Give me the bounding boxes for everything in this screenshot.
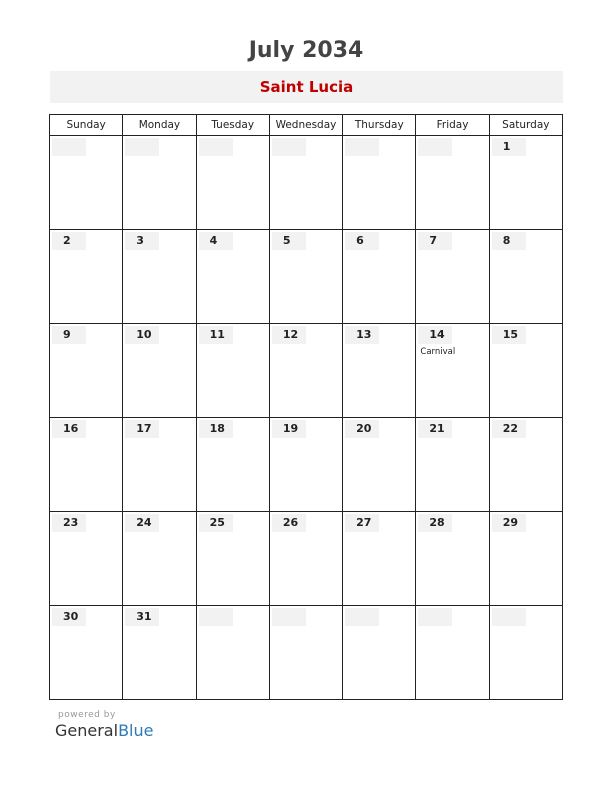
- day-number: 7: [418, 232, 452, 250]
- day-number: 25: [199, 514, 233, 532]
- day-number: 20: [345, 420, 379, 438]
- day-cell: [416, 418, 489, 512]
- day-cell: [489, 136, 562, 230]
- day-number: 21: [418, 420, 452, 438]
- day-cell: [123, 136, 196, 230]
- day-cell: [343, 512, 416, 606]
- country-name: Saint Lucia: [259, 78, 354, 96]
- day-cell: [196, 418, 269, 512]
- day-number: 16: [52, 420, 86, 438]
- day-number: 30: [52, 608, 86, 626]
- day-number: 1: [492, 138, 526, 156]
- day-cell: [416, 606, 489, 700]
- week-row: [50, 230, 563, 324]
- day-number: 2: [52, 232, 86, 250]
- day-number: 12: [272, 326, 306, 344]
- day-number: [272, 608, 306, 626]
- day-cell: [50, 606, 123, 700]
- day-cell: [343, 136, 416, 230]
- day-number: 22: [492, 420, 526, 438]
- weekday-header-row: [50, 115, 563, 136]
- day-number: 3: [125, 232, 159, 250]
- day-number: 29: [492, 514, 526, 532]
- day-cell: [196, 324, 269, 418]
- day-cell: [489, 512, 562, 606]
- day-number: 11: [199, 326, 233, 344]
- day-number: 17: [125, 420, 159, 438]
- day-number: 13: [345, 326, 379, 344]
- day-number: 19: [272, 420, 306, 438]
- day-cell: [196, 136, 269, 230]
- weekday-monday: Monday: [123, 115, 196, 136]
- day-cell: [196, 606, 269, 700]
- day-cell: [489, 606, 562, 700]
- day-number: 24: [125, 514, 159, 532]
- day-number: 18: [199, 420, 233, 438]
- week-row: [50, 606, 563, 700]
- day-cell: [343, 230, 416, 324]
- day-number: [345, 608, 379, 626]
- day-cell: [50, 324, 123, 418]
- day-cell: [416, 512, 489, 606]
- day-number: 6: [345, 232, 379, 250]
- day-cell: [269, 512, 342, 606]
- day-number: [125, 138, 159, 156]
- day-number: 27: [345, 514, 379, 532]
- day-cell: [343, 606, 416, 700]
- week-row: [50, 324, 563, 418]
- day-cell: [343, 324, 416, 418]
- week-row: [50, 512, 563, 606]
- generalblue-logo: [55, 721, 153, 740]
- day-number: 4: [199, 232, 233, 250]
- day-number: 5: [272, 232, 306, 250]
- week-row: [50, 418, 563, 512]
- day-cell: [123, 230, 196, 324]
- country-banner: [50, 71, 563, 103]
- week-row: [50, 136, 563, 230]
- day-cell: [123, 512, 196, 606]
- day-number: [272, 138, 306, 156]
- weekday-sunday: Sunday: [50, 115, 123, 136]
- day-cell: [416, 230, 489, 324]
- day-number: 9: [52, 326, 86, 344]
- day-cell: [489, 230, 562, 324]
- day-number: 23: [52, 514, 86, 532]
- day-cell: [196, 230, 269, 324]
- day-number: [199, 138, 233, 156]
- calendar-grid: [49, 114, 563, 700]
- day-number: 31: [125, 608, 159, 626]
- month-title: July 2034: [248, 38, 364, 63]
- weekday-friday: Friday: [416, 115, 489, 136]
- day-cell: [50, 230, 123, 324]
- day-cell: [343, 418, 416, 512]
- day-number: [345, 138, 379, 156]
- weekday-thursday: Thursday: [343, 115, 416, 136]
- day-number: 28: [418, 514, 452, 532]
- brand-blue: Blue: [118, 721, 154, 740]
- day-number: 8: [492, 232, 526, 250]
- day-cell: [123, 324, 196, 418]
- day-cell: [269, 230, 342, 324]
- day-cell: [196, 512, 269, 606]
- day-number: [199, 608, 233, 626]
- weekday-wednesday: Wednesday: [269, 115, 342, 136]
- day-number: 26: [272, 514, 306, 532]
- day-cell: [50, 512, 123, 606]
- day-cell: [123, 418, 196, 512]
- day-cell: [489, 324, 562, 418]
- holiday-label: Carnival: [420, 347, 456, 357]
- day-cell: [50, 418, 123, 512]
- day-cell: [489, 418, 562, 512]
- day-number: 15: [492, 326, 526, 344]
- day-cell: [50, 136, 123, 230]
- powered-by-text: powered by: [58, 710, 116, 720]
- day-cell: [269, 324, 342, 418]
- day-number: [418, 608, 452, 626]
- day-cell: [416, 136, 489, 230]
- day-cell: [123, 606, 196, 700]
- day-cell: [269, 606, 342, 700]
- weekday-tuesday: Tuesday: [196, 115, 269, 136]
- weekday-saturday: Saturday: [489, 115, 562, 136]
- brand-general: General: [55, 721, 119, 740]
- day-number: 14: [418, 326, 452, 344]
- day-number: [492, 608, 526, 626]
- day-cell: [269, 136, 342, 230]
- day-cell: [416, 324, 489, 418]
- day-number: [52, 138, 86, 156]
- day-cell: [269, 418, 342, 512]
- day-number: 10: [125, 326, 159, 344]
- day-number: [418, 138, 452, 156]
